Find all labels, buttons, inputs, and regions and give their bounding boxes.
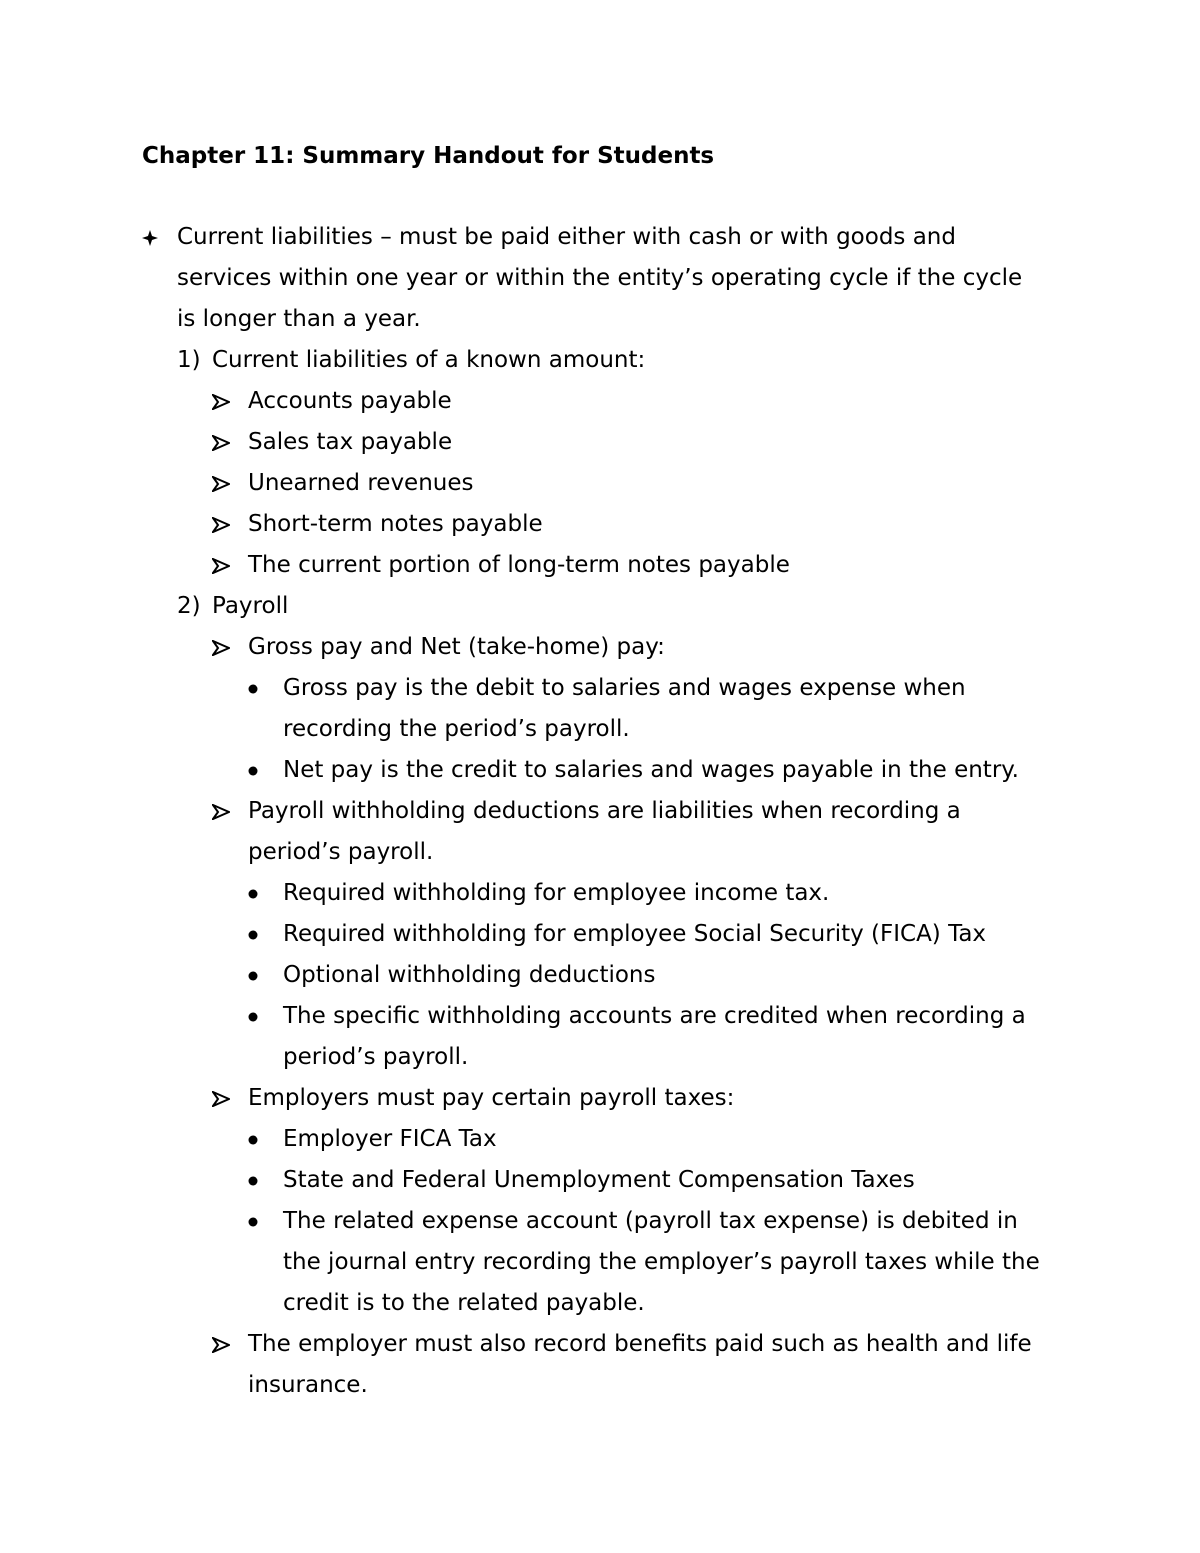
list-item [0,422,1200,463]
list-item-text: Optional withholding deductions [283,962,656,988]
arrow-bullet-icon [212,422,230,463]
list-item-text: the journal entry recording the employer’s payroll taxes while the [283,1249,1040,1275]
list-item-text: Payroll withholding deductions are liabilities when recording a [248,798,961,824]
section-text-line: Current liabilities – must be paid either with cash or with goods and [177,224,956,250]
section-text-line: services within one year or within the entity’s operating cycle if the cycle [177,265,1023,291]
arrow-bullet-icon [212,627,230,668]
numbered-item-heading: Current liabilities of a known amount: [212,347,646,373]
list-item [0,996,1200,1037]
list-item [0,504,1200,545]
round-bullet-icon [248,873,258,914]
round-bullet-icon [248,750,258,791]
list-item-text: State and Federal Unemployment Compensation Taxes [283,1167,915,1193]
list-item-text: Gross pay and Net (take-home) pay: [248,634,665,660]
list-item-text: The specific withholding accounts are credited when recording a [283,1003,1026,1029]
list-item-text: credit is to the related payable. [283,1290,645,1316]
list-item-continuation [0,299,1200,340]
item-number: 2) [177,593,201,619]
numbered-item [0,340,1200,381]
round-bullet-icon [248,955,258,996]
arrow-bullet-icon [212,791,230,832]
round-bullet-icon [248,1119,258,1160]
list-item [0,955,1200,996]
list-item-continuation [0,832,1200,873]
list-item-text: insurance. [248,1372,368,1398]
round-bullet-icon [248,1201,258,1242]
list-item [0,463,1200,504]
item-number: 1) [177,347,201,373]
list-item-text: Sales tax payable [248,429,453,455]
numbered-item-heading: Payroll [212,593,289,619]
list-item-text: Net pay is the credit to salaries and wages payable in the entry. [283,757,1019,783]
list-item [0,668,1200,709]
list-item [0,873,1200,914]
arrow-bullet-icon [212,504,230,545]
page-title: Chapter 11: Summary Handout for Students [142,143,715,169]
section-text-line: is longer than a year. [177,306,421,332]
round-bullet-icon [248,668,258,709]
diamond-bullet-icon [142,217,158,258]
arrow-bullet-icon [212,1078,230,1119]
list-item-continuation [0,1037,1200,1078]
list-item-continuation [0,1242,1200,1283]
list-item [0,791,1200,832]
list-item [0,914,1200,955]
list-item [0,627,1200,668]
list-item-text: The related expense account (payroll tax expense) is debited in [283,1208,1018,1234]
list-item-text: Short-term notes payable [248,511,543,537]
list-item [0,1078,1200,1119]
list-item [0,1324,1200,1365]
list-item [0,545,1200,586]
list-item-text: period’s payroll. [248,839,434,865]
list-item-text: The current portion of long-term notes payable [248,552,790,578]
list-item [0,1201,1200,1242]
arrow-bullet-icon [212,1324,230,1365]
list-item-continuation [0,258,1200,299]
list-item-continuation [0,1283,1200,1324]
list-item-text: Required withholding for employee income tax. [283,880,830,906]
document-body [0,217,1200,1406]
list-item-text: Employers must pay certain payroll taxes: [248,1085,735,1111]
list-item-continuation [0,1365,1200,1406]
list-item [0,1119,1200,1160]
list-item-text: Accounts payable [248,388,452,414]
round-bullet-icon [248,1160,258,1201]
arrow-bullet-icon [212,463,230,504]
list-item [0,217,1200,258]
list-item-text: recording the period’s payroll. [283,716,630,742]
round-bullet-icon [248,914,258,955]
list-item-continuation [0,709,1200,750]
arrow-bullet-icon [212,545,230,586]
list-item-text: The employer must also record benefits paid such as health and life [248,1331,1032,1357]
list-item [0,381,1200,422]
round-bullet-icon [248,996,258,1037]
list-item-text: Gross pay is the debit to salaries and wages expense when [283,675,966,701]
list-item-text: Unearned revenues [248,470,474,496]
arrow-bullet-icon [212,381,230,422]
numbered-item [0,586,1200,627]
list-item [0,1160,1200,1201]
list-item-text: period’s payroll. [283,1044,469,1070]
list-item-text: Required withholding for employee Social Security (FICA) Tax [283,921,987,947]
list-item [0,750,1200,791]
list-item-text: Employer FICA Tax [283,1126,497,1152]
